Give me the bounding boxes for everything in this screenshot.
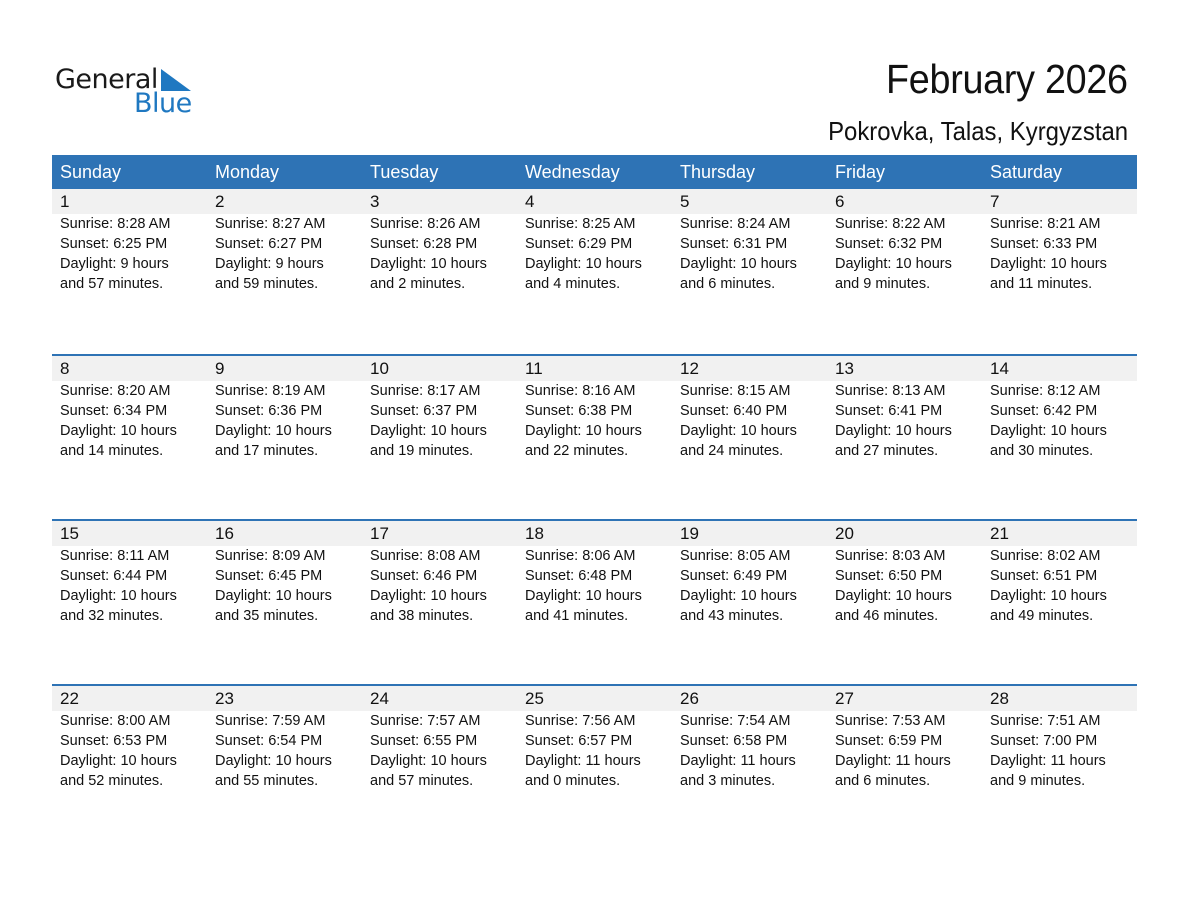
daylight-text: and 46 minutes. — [835, 608, 939, 624]
daylight-text: and 9 minutes. — [835, 276, 931, 292]
daylight-text: Daylight: 11 hours — [525, 753, 641, 769]
daylight-text: Daylight: 10 hours — [215, 588, 332, 604]
day-number: 24 — [370, 689, 389, 708]
sunrise-text: Sunrise: 8:20 AM — [60, 383, 171, 399]
day-number: 20 — [835, 524, 854, 543]
daylight-text: and 35 minutes. — [215, 608, 319, 624]
day-number-band — [52, 521, 1137, 546]
daylight-text: and 9 minutes. — [990, 773, 1086, 789]
weekday-header-thursday: Thursday — [680, 162, 756, 182]
sunset-text: Sunset: 6:25 PM — [60, 236, 168, 252]
sunset-text: Sunset: 6:59 PM — [835, 733, 943, 749]
day-cell — [982, 381, 1137, 461]
daylight-text: Daylight: 9 hours — [215, 256, 324, 272]
day-number: 28 — [990, 689, 1009, 708]
calendar-grid — [52, 155, 1137, 849]
daylight-text: and 30 minutes. — [990, 443, 1094, 459]
day-cell — [672, 546, 827, 626]
sunrise-text: Sunrise: 8:09 AM — [215, 548, 326, 564]
sunset-text: Sunset: 6:57 PM — [525, 733, 633, 749]
sunset-text: Sunset: 6:58 PM — [680, 733, 788, 749]
sunrise-text: Sunrise: 8:24 AM — [680, 216, 791, 232]
day-number: 22 — [60, 689, 79, 708]
sunrise-text: Sunrise: 8:25 AM — [525, 216, 636, 232]
sunrise-text: Sunrise: 7:51 AM — [990, 713, 1101, 729]
day-number: 14 — [990, 359, 1009, 378]
sunrise-text: Sunrise: 8:06 AM — [525, 548, 636, 564]
sunrise-text: Sunrise: 8:08 AM — [370, 548, 481, 564]
daylight-text: and 52 minutes. — [60, 773, 164, 789]
location-subtitle: Pokrovka, Talas, Kyrgyzstan — [827, 116, 1128, 146]
daylight-text: and 24 minutes. — [680, 443, 784, 459]
week-row — [52, 189, 1137, 354]
day-cell — [52, 711, 207, 791]
daylight-text: Daylight: 10 hours — [990, 588, 1107, 604]
daylight-text: and 57 minutes. — [370, 773, 474, 789]
sunrise-text: Sunrise: 7:53 AM — [835, 713, 946, 729]
sunset-text: Sunset: 6:28 PM — [370, 236, 478, 252]
day-cell — [982, 214, 1137, 294]
sunrise-text: Sunrise: 8:26 AM — [370, 216, 481, 232]
day-cell — [672, 381, 827, 461]
daylight-text: and 6 minutes. — [680, 276, 776, 292]
day-number: 13 — [835, 359, 854, 378]
daylight-text: Daylight: 10 hours — [835, 588, 952, 604]
daylight-text: Daylight: 10 hours — [60, 753, 177, 769]
day-number: 3 — [370, 192, 380, 211]
daylight-text: and 3 minutes. — [680, 773, 776, 789]
sunrise-text: Sunrise: 8:13 AM — [835, 383, 946, 399]
daylight-text: Daylight: 10 hours — [60, 588, 177, 604]
day-number: 17 — [370, 524, 389, 543]
sunset-text: Sunset: 6:54 PM — [215, 733, 323, 749]
daylight-text: Daylight: 11 hours — [835, 753, 951, 769]
sunrise-text: Sunrise: 8:02 AM — [990, 548, 1101, 564]
day-number-band — [52, 686, 1137, 711]
day-details-row — [52, 711, 1137, 791]
sunset-text: Sunset: 6:45 PM — [215, 568, 323, 584]
day-cell — [52, 381, 207, 461]
daylight-text: Daylight: 10 hours — [680, 256, 797, 272]
daylight-text: and 14 minutes. — [60, 443, 164, 459]
day-number: 21 — [990, 524, 1009, 543]
daylight-text: Daylight: 10 hours — [370, 753, 487, 769]
sunrise-text: Sunrise: 7:59 AM — [215, 713, 326, 729]
day-number: 11 — [525, 359, 543, 378]
daylight-text: Daylight: 10 hours — [835, 256, 952, 272]
day-cell — [207, 214, 362, 294]
day-cell — [982, 711, 1137, 791]
daylight-text: Daylight: 10 hours — [525, 588, 642, 604]
day-details-row — [52, 381, 1137, 461]
sunrise-text: Sunrise: 8:21 AM — [990, 216, 1101, 232]
sunrise-text: Sunrise: 8:00 AM — [60, 713, 171, 729]
week-row — [52, 354, 1137, 519]
day-cell — [982, 546, 1137, 626]
weekday-header-tuesday: Tuesday — [370, 162, 439, 182]
day-cell — [672, 711, 827, 791]
daylight-text: Daylight: 10 hours — [215, 423, 332, 439]
sunset-text: Sunset: 6:27 PM — [215, 236, 323, 252]
sunset-text: Sunset: 6:37 PM — [370, 403, 478, 419]
day-cell — [207, 381, 362, 461]
daylight-text: Daylight: 11 hours — [680, 753, 796, 769]
sunset-text: Sunset: 6:48 PM — [525, 568, 633, 584]
sunset-text: Sunset: 7:00 PM — [990, 733, 1098, 749]
day-number: 23 — [215, 689, 234, 708]
daylight-text: and 4 minutes. — [525, 276, 621, 292]
daylight-text: Daylight: 10 hours — [835, 423, 952, 439]
sunrise-text: Sunrise: 8:05 AM — [680, 548, 791, 564]
day-number: 4 — [525, 192, 535, 211]
sunrise-text: Sunrise: 8:16 AM — [525, 383, 636, 399]
day-number-band — [52, 356, 1137, 381]
sunset-text: Sunset: 6:44 PM — [60, 568, 168, 584]
day-cell — [207, 546, 362, 626]
daylight-text: and 22 minutes. — [525, 443, 629, 459]
day-number: 18 — [525, 524, 544, 543]
sunrise-text: Sunrise: 7:57 AM — [370, 713, 481, 729]
day-number: 16 — [215, 524, 234, 543]
day-cell — [827, 214, 982, 294]
daylight-text: and 43 minutes. — [680, 608, 784, 624]
sunrise-text: Sunrise: 8:17 AM — [370, 383, 481, 399]
day-number-band — [52, 189, 1137, 214]
daylight-text: and 0 minutes. — [525, 773, 621, 789]
day-cell — [52, 546, 207, 626]
weekday-header-saturday: Saturday — [990, 162, 1063, 182]
day-cell — [827, 546, 982, 626]
daylight-text: and 38 minutes. — [370, 608, 474, 624]
daylight-text: and 57 minutes. — [60, 276, 164, 292]
day-cell — [517, 214, 672, 294]
sunset-text: Sunset: 6:46 PM — [370, 568, 478, 584]
day-number: 15 — [60, 524, 79, 543]
daylight-text: and 41 minutes. — [525, 608, 629, 624]
day-cell — [362, 214, 517, 294]
logo-word-general: General — [55, 64, 158, 95]
daylight-text: Daylight: 10 hours — [215, 753, 332, 769]
daylight-text: and 2 minutes. — [370, 276, 466, 292]
weekday-header-friday: Friday — [835, 162, 886, 182]
sunset-text: Sunset: 6:34 PM — [60, 403, 168, 419]
day-details-row — [52, 546, 1137, 626]
sunrise-text: Sunrise: 8:03 AM — [835, 548, 946, 564]
sunrise-text: Sunrise: 8:12 AM — [990, 383, 1101, 399]
sunset-text: Sunset: 6:32 PM — [835, 236, 943, 252]
sunset-text: Sunset: 6:33 PM — [990, 236, 1098, 252]
sunset-text: Sunset: 6:36 PM — [215, 403, 323, 419]
daylight-text: Daylight: 9 hours — [60, 256, 169, 272]
day-number: 27 — [835, 689, 854, 708]
day-cell — [362, 381, 517, 461]
day-cell — [827, 381, 982, 461]
daylight-text: and 59 minutes. — [215, 276, 319, 292]
daylight-text: and 11 minutes. — [990, 276, 1093, 292]
daylight-text: and 32 minutes. — [60, 608, 164, 624]
daylight-text: Daylight: 10 hours — [990, 256, 1107, 272]
sunset-text: Sunset: 6:51 PM — [990, 568, 1098, 584]
sunrise-text: Sunrise: 8:22 AM — [835, 216, 946, 232]
daylight-text: Daylight: 10 hours — [370, 588, 487, 604]
day-cell — [207, 711, 362, 791]
day-number: 2 — [215, 192, 225, 211]
day-number: 1 — [60, 192, 70, 211]
sunset-text: Sunset: 6:50 PM — [835, 568, 943, 584]
generalblue-logo — [55, 64, 205, 120]
sunrise-text: Sunrise: 7:54 AM — [680, 713, 791, 729]
daylight-text: Daylight: 10 hours — [60, 423, 177, 439]
daylight-text: Daylight: 10 hours — [525, 256, 642, 272]
daylight-text: and 17 minutes. — [215, 443, 319, 459]
sunset-text: Sunset: 6:38 PM — [525, 403, 633, 419]
day-number: 25 — [525, 689, 544, 708]
day-number: 7 — [990, 192, 1000, 211]
sunset-text: Sunset: 6:29 PM — [525, 236, 633, 252]
weekday-header-row — [52, 155, 1137, 189]
daylight-text: Daylight: 10 hours — [680, 588, 797, 604]
day-number: 12 — [680, 359, 699, 378]
sunrise-text: Sunrise: 8:28 AM — [60, 216, 171, 232]
sunrise-text: Sunrise: 8:19 AM — [215, 383, 326, 399]
weekday-header-sunday: Sunday — [60, 162, 122, 182]
sunrise-text: Sunrise: 8:11 AM — [60, 548, 170, 564]
day-cell — [52, 214, 207, 294]
daylight-text: and 49 minutes. — [990, 608, 1094, 624]
daylight-text: and 6 minutes. — [835, 773, 931, 789]
day-cell — [827, 711, 982, 791]
daylight-text: Daylight: 10 hours — [525, 423, 642, 439]
day-number: 6 — [835, 192, 845, 211]
sunrise-text: Sunrise: 8:27 AM — [215, 216, 326, 232]
daylight-text: Daylight: 10 hours — [990, 423, 1107, 439]
weekday-header-monday: Monday — [215, 162, 280, 182]
day-cell — [672, 214, 827, 294]
sunrise-text: Sunrise: 8:15 AM — [680, 383, 791, 399]
daylight-text: and 27 minutes. — [835, 443, 939, 459]
day-number: 9 — [215, 359, 225, 378]
day-number: 10 — [370, 359, 389, 378]
daylight-text: and 55 minutes. — [215, 773, 319, 789]
week-row — [52, 519, 1137, 684]
sunset-text: Sunset: 6:40 PM — [680, 403, 788, 419]
sunrise-text: Sunrise: 7:56 AM — [525, 713, 636, 729]
daylight-text: Daylight: 10 hours — [370, 256, 487, 272]
daylight-text: Daylight: 10 hours — [680, 423, 797, 439]
weeks-container — [52, 189, 1137, 849]
day-cell — [362, 546, 517, 626]
day-cell — [517, 381, 672, 461]
day-details-row — [52, 214, 1137, 294]
page-title: February 2026 — [886, 56, 1128, 102]
sunset-text: Sunset: 6:53 PM — [60, 733, 168, 749]
day-cell — [517, 711, 672, 791]
sunset-text: Sunset: 6:41 PM — [835, 403, 943, 419]
daylight-text: Daylight: 10 hours — [370, 423, 487, 439]
day-number: 26 — [680, 689, 699, 708]
day-number: 8 — [60, 359, 70, 378]
daylight-text: Daylight: 11 hours — [990, 753, 1106, 769]
day-number: 19 — [680, 524, 699, 543]
day-number: 5 — [680, 192, 690, 211]
day-cell — [517, 546, 672, 626]
daylight-text: and 19 minutes. — [370, 443, 474, 459]
sunset-text: Sunset: 6:42 PM — [990, 403, 1098, 419]
week-row — [52, 684, 1137, 849]
sunset-text: Sunset: 6:55 PM — [370, 733, 478, 749]
day-cell — [362, 711, 517, 791]
logo-word-blue: Blue — [134, 88, 192, 119]
sunset-text: Sunset: 6:31 PM — [680, 236, 788, 252]
weekday-header-wednesday: Wednesday — [525, 162, 620, 182]
sunset-text: Sunset: 6:49 PM — [680, 568, 788, 584]
